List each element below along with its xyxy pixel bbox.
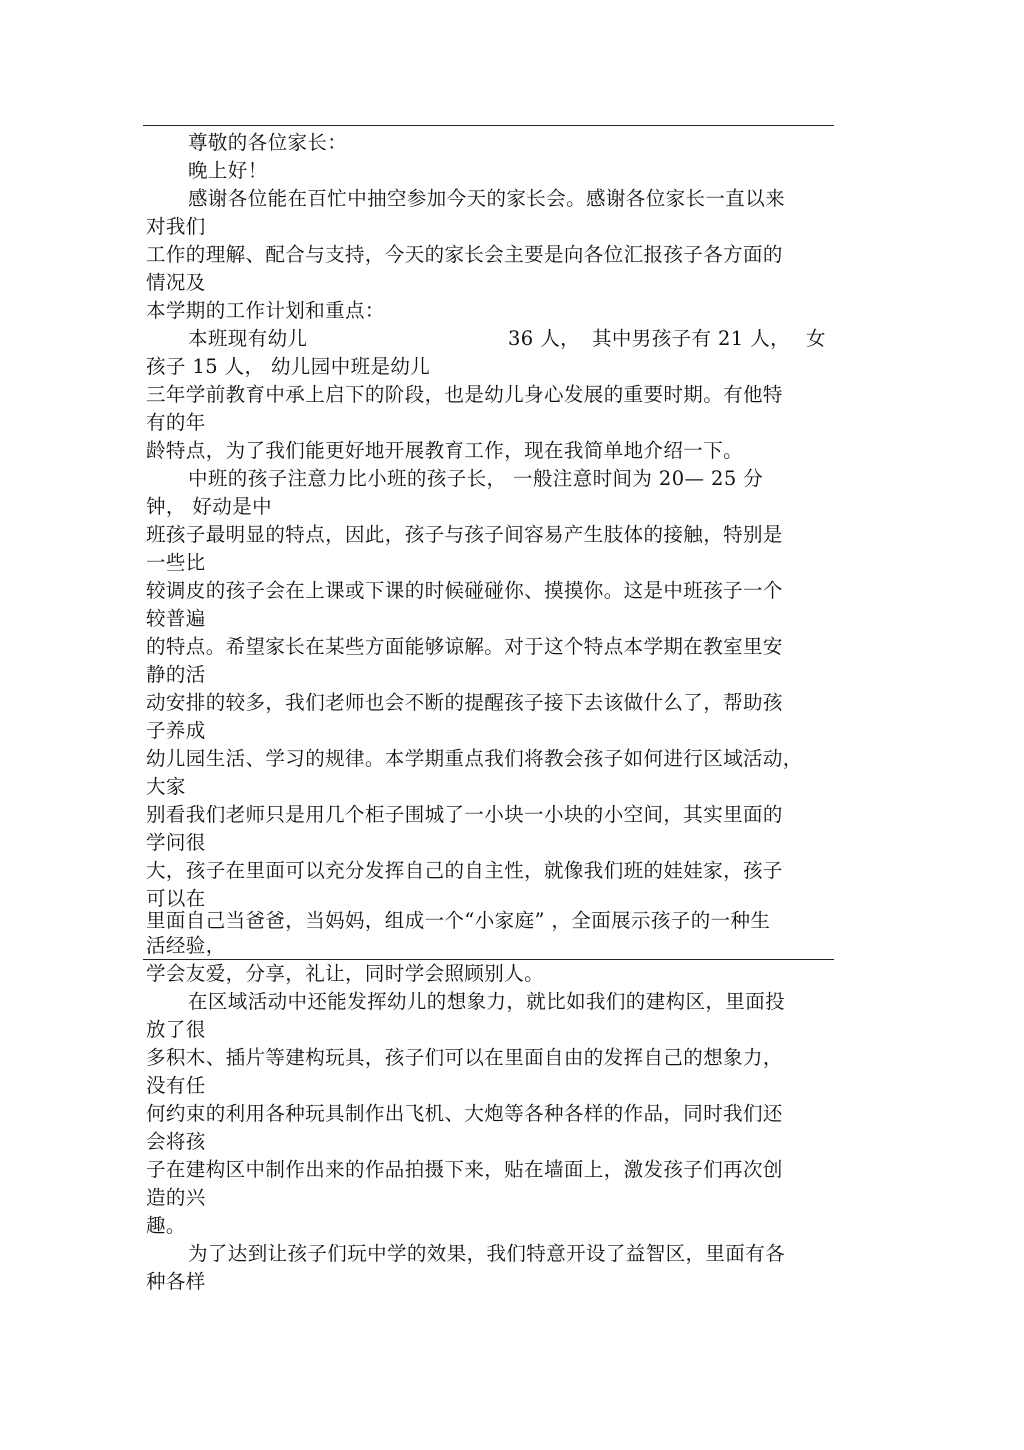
paragraph-line: 孩子 15 人， 幼儿园中班是幼儿 [146, 355, 431, 378]
class-size-intro: 本班现有幼儿 [188, 327, 308, 350]
paragraph-line: 有的年 [146, 411, 206, 434]
paragraph-line: 里面自己当爸爸，当妈妈，组成一个“小家庭” ，全面展示孩子的一种生 [146, 909, 771, 932]
paragraph-line: 一些比 [146, 551, 206, 574]
paragraph-line: 本学期的工作计划和重点： [146, 299, 385, 322]
paragraph-line: 龄特点，为了我们能更好地开展教育工作，现在我简单地介绍一下。 [146, 439, 744, 462]
paragraph-line: 为了达到让孩子们玩中学的效果，我们特意开设了益智区，里面有各 [188, 1242, 786, 1265]
paragraph-line: 没有任 [146, 1074, 206, 1097]
paragraph-line: 钟， 好动是中 [146, 495, 272, 518]
paragraph-line: 造的兴 [146, 1186, 206, 1209]
paragraph-line: 大，孩子在里面可以充分发挥自己的自主性，就像我们班的娃娃家，孩子 [146, 859, 783, 882]
paragraph-line: 活经验， [146, 934, 226, 957]
paragraph-line: 动安排的较多，我们老师也会不断的提醒孩子接下去该做什么了，帮助孩 [146, 691, 783, 714]
girls-label: 女 [806, 327, 826, 350]
paragraph-line: 大家 [146, 775, 186, 798]
paragraph-line: 情况及 [146, 271, 206, 294]
paragraph-line: 的特点。希望家长在某些方面能够谅解。对于这个特点本学期在教室里安 [146, 635, 783, 658]
paragraph-line: 学问很 [146, 831, 206, 854]
paragraph-line: 子在建构区中制作出来的作品拍摄下来，贴在墙面上，激发孩子们再次创 [146, 1158, 783, 1181]
paragraph-line: 三年学前教育中承上启下的阶段，也是幼儿身心发展的重要时期。有他特 [146, 383, 783, 406]
paragraph-line: 幼儿园生活、学习的规律。本学期重点我们将教会孩子如何进行区域活动， [146, 747, 803, 770]
paragraph-line: 可以在 [146, 887, 206, 910]
total-children: 36 人， [508, 327, 581, 350]
paragraph-line: 中班的孩子注意力比小班的孩子长， 一般注意时间为 20— 25 分 [188, 467, 764, 490]
paragraph-line: 工作的理解、配合与支持，今天的家长会主要是向各位汇报孩子各方面的 [146, 243, 783, 266]
paragraph-line: 静的活 [146, 663, 206, 686]
paragraph-line: 学会友爱，分享，礼让，同时学会照顾别人。 [146, 962, 545, 985]
paragraph-line: 班孩子最明显的特点，因此，孩子与孩子间容易产生肢体的接触，特别是 [146, 523, 783, 546]
paragraph-line: 子养成 [146, 719, 206, 742]
paragraph-line: 趣。 [146, 1214, 186, 1237]
salutation: 尊敬的各位家长： [188, 131, 348, 154]
paragraph-line: 种各样 [146, 1270, 206, 1293]
paragraph-line: 别看我们老师只是用几个柜子围城了一小块一小块的小空间，其实里面的 [146, 803, 783, 826]
paragraph-line: 对我们 [146, 215, 206, 238]
paragraph-line: 较普遍 [146, 607, 206, 630]
class-size-line [188, 325, 888, 353]
paragraph-line: 放了很 [146, 1018, 206, 1041]
paragraph-line: 较调皮的孩子会在上课或下课的时候碰碰你、摸摸你。这是中班孩子一个 [146, 579, 783, 602]
boys-count: 其中男孩子有 21 人， [592, 327, 791, 350]
paragraph-line: 会将孩 [146, 1130, 206, 1153]
paragraph-line: 感谢各位能在百忙中抽空参加今天的家长会。感谢各位家长一直以来 [188, 187, 786, 210]
greeting: 晚上好！ [188, 159, 268, 182]
paragraph-line: 多积木、插片等建构玩具，孩子们可以在里面自由的发挥自己的想象力， [146, 1046, 783, 1069]
top-divider [143, 125, 834, 126]
paragraph-line: 在区域活动中还能发挥幼儿的想象力，就比如我们的建构区，里面投 [188, 990, 786, 1013]
paragraph-line: 何约束的利用各种玩具制作出飞机、大炮等各种各样的作品，同时我们还 [146, 1102, 783, 1125]
